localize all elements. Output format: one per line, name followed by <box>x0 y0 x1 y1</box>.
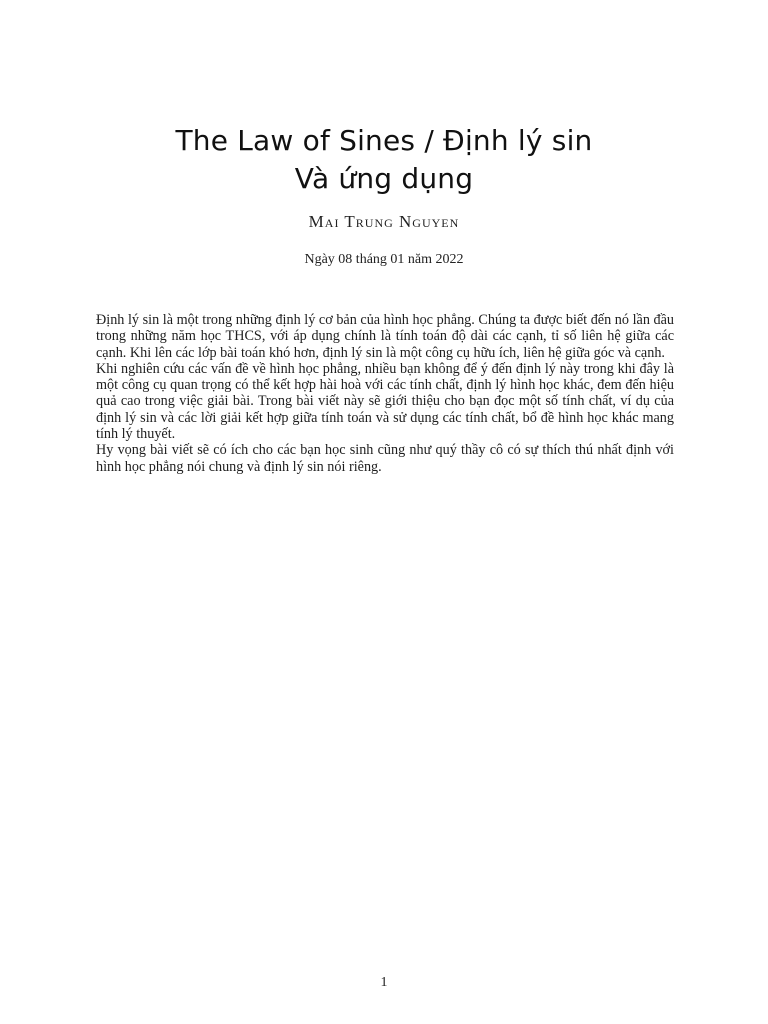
document-title <box>0 122 768 198</box>
paragraph-1: Định lý sin là một trong những định lý cơ bản của hình học phẳng. Chúng ta được biết đến nó lần đầu trong những năm học THCS, với áp dụng chính là tính toán độ dài các cạnh, tỉ số liên hệ giữa các cạnh. Khi lên các lớp bài toán khó hơn, định lý sin là một công cụ hữu ích, liên hệ giữa góc và cạnh. <box>96 312 674 361</box>
title-line-2: Và ứng dụng <box>294 162 474 195</box>
author-name: Mai Trung Nguyen <box>308 212 460 231</box>
paragraph-2: Khi nghiên cứu các vấn đề về hình học phẳng, nhiều bạn không để ý đến định lý này trong khi đây là một công cụ quan trọng có thể kết hợp hài hoà với các tính chất, định lý hình học khác, đem đến hiệu quả cao trong việc giải bài. Trong bài viết này sẽ giới thiệu cho bạn đọc một số tính chất, ví dụ của định lý sin và các lời giải kết hợp giữa tính toán và sử dụng các tính chất, bổ đề hình học khác mang tính lý thuyết. <box>96 360 674 443</box>
page-number: 1 <box>380 975 388 990</box>
paragraph-3: Hy vọng bài viết sẽ có ích cho các bạn học sinh cũng như quý thầy cô có sự thích thú nhất định với hình học phẳng nói chung và định lý sin nói riêng. <box>96 442 674 475</box>
abstract-body <box>96 312 674 475</box>
title-line-1: The Law of Sines / Định lý sin <box>175 124 593 157</box>
document-date: Ngày 08 tháng 01 năm 2022 <box>304 252 464 267</box>
